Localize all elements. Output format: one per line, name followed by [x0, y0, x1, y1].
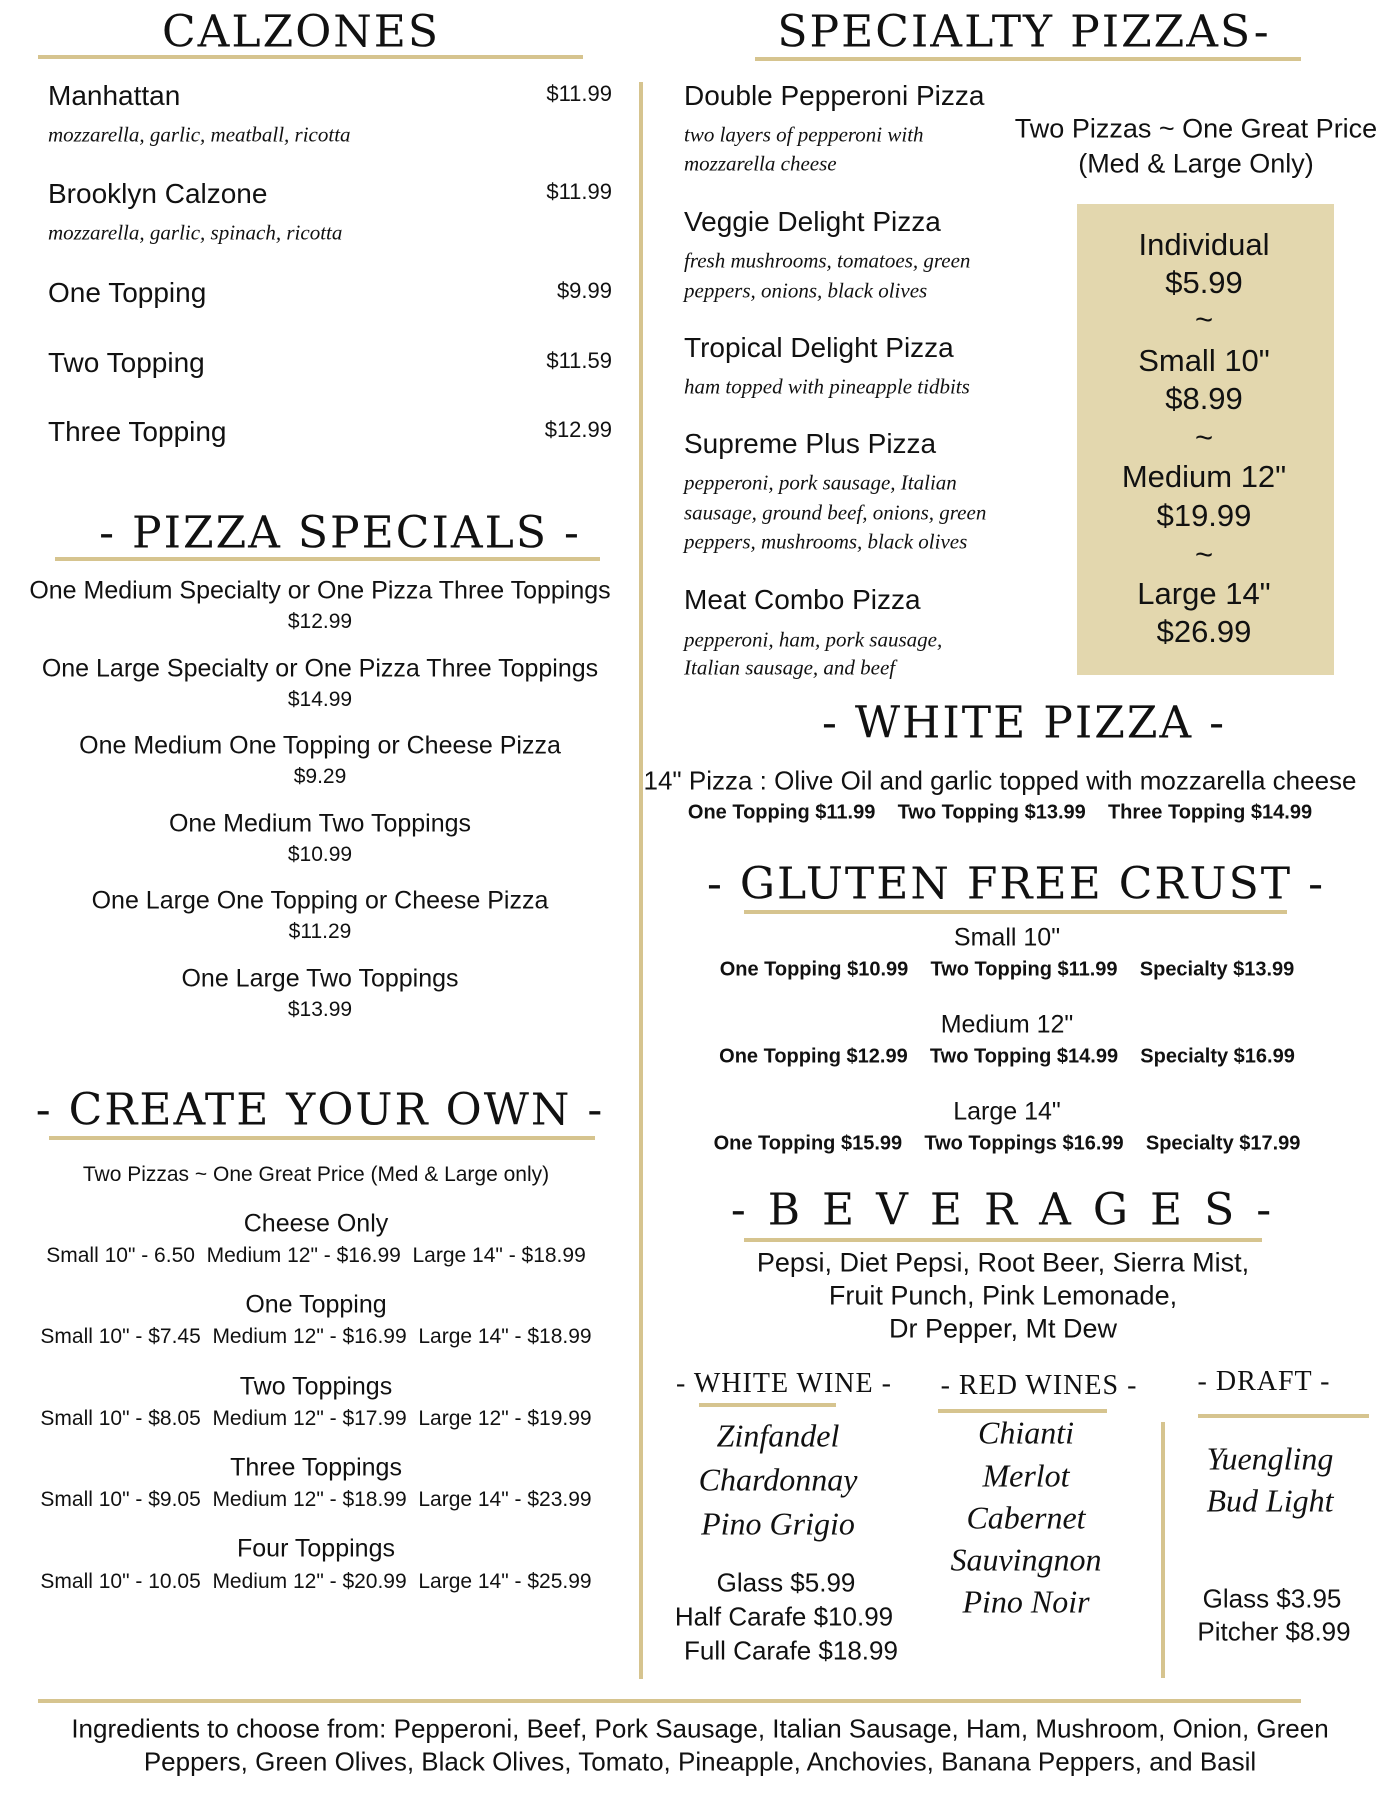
- footer-divider: [38, 1699, 1301, 1703]
- calzone-price: $11.99: [546, 179, 612, 204]
- calzone-name: Brooklyn Calzone: [48, 178, 268, 209]
- specialty-desc: Italian sausage, and beef: [684, 655, 896, 680]
- red-wine-item: Pino Noir: [962, 1583, 1090, 1620]
- white-wine-price: Full Carafe $18.99: [684, 1635, 898, 1666]
- create-subtitle: Two Pizzas ~ One Great Price (Med & Large only): [82, 1163, 550, 1186]
- draft-item: Bud Light: [1206, 1482, 1334, 1519]
- create-item-name: Three Toppings: [230, 1453, 402, 1482]
- ingredients-line: Peppers, Green Olives, Black Olives, Tomato, Pineapple, Anchovies, Banana Peppers, and Basil: [143, 1746, 1257, 1777]
- specialty-desc: pepperoni, ham, pork sausage,: [684, 627, 943, 652]
- draft-underline: [1198, 1414, 1369, 1418]
- specialty-desc: fresh mushrooms, tomatoes, green: [684, 248, 971, 273]
- calzones-title: CALZONES: [161, 6, 441, 58]
- special-price: $12.99: [287, 610, 353, 633]
- promo-line: Two Pizzas ~ One Great Price: [1014, 113, 1378, 144]
- special-name: One Large Two Toppings: [181, 964, 459, 993]
- specialty-desc: mozzarella cheese: [684, 151, 837, 176]
- beverage-line: Dr Pepper, Mt Dew: [888, 1313, 1118, 1344]
- size-price: $5.99: [1165, 265, 1243, 300]
- beverage-line: Pepsi, Diet Pepsi, Root Beer, Sierra Mist,: [756, 1247, 1250, 1278]
- special-price: $13.99: [287, 998, 353, 1021]
- specialty-name: Veggie Delight Pizza: [684, 206, 941, 237]
- special-name: One Medium Two Toppings: [168, 809, 472, 838]
- red-wine-item: Sauvingnon: [950, 1541, 1102, 1578]
- gf-prices: One Topping $10.99 Two Topping $11.99 Specialty $13.99: [719, 958, 1295, 981]
- size-separator: ~: [1194, 420, 1214, 455]
- special-price: $9.29: [293, 765, 347, 788]
- calzone-name: Three Topping: [48, 416, 227, 447]
- red-wine-item: Cabernet: [966, 1499, 1086, 1536]
- pizza-specials-title: - PIZZA SPECIALS -: [99, 507, 581, 559]
- gf-size: Small 10": [953, 923, 1061, 952]
- calzone-name: One Topping: [48, 277, 207, 308]
- gf-size: Medium 12": [940, 1010, 1074, 1039]
- create-item-prices: Small 10" - 10.05 Medium 12" - $20.99 Large 14" - $25.99: [40, 1570, 592, 1593]
- special-name: One Medium Specialty or One Pizza Three Toppings: [29, 576, 611, 605]
- gluten-free-title: - GLUTEN FREE CRUST -: [707, 858, 1325, 910]
- size-price: $19.99: [1156, 498, 1252, 533]
- size-price: $8.99: [1165, 381, 1243, 416]
- create-your-own-title: - CREATE YOUR OWN -: [35, 1084, 605, 1136]
- white-pizza-title: - WHITE PIZZA -: [821, 697, 1227, 749]
- red-wine-item: Merlot: [982, 1457, 1070, 1494]
- white-wine-item: Chardonnay: [698, 1461, 858, 1498]
- calzone-price: $12.99: [544, 417, 612, 442]
- specialty-underline: [755, 57, 1301, 61]
- create-item-name: Four Toppings: [237, 1534, 395, 1563]
- size-label: Large 14": [1137, 576, 1271, 611]
- white-wine-underline: [699, 1403, 836, 1407]
- size-separator: ~: [1194, 302, 1214, 337]
- calzone-name: Manhattan: [48, 80, 181, 111]
- special-name: One Large One Topping or Cheese Pizza: [91, 886, 549, 915]
- create-item-name: Cheese Only: [243, 1209, 389, 1238]
- calzone-desc: mozzarella, garlic, spinach, ricotta: [48, 220, 343, 245]
- calzone-price: $11.99: [546, 81, 612, 106]
- specialty-name: Meat Combo Pizza: [684, 584, 921, 615]
- calzone-desc: mozzarella, garlic, meatball, ricotta: [48, 122, 351, 147]
- calzone-name: Two Topping: [48, 347, 205, 378]
- specialty-pizzas-title: SPECIALTY PIZZAS-: [777, 6, 1271, 58]
- specialty-desc: sausage, ground beef, onions, green: [684, 500, 987, 525]
- calzone-price: $11.59: [546, 348, 612, 373]
- specialty-name: Double Pepperoni Pizza: [684, 80, 985, 111]
- special-name: One Medium One Topping or Cheese Pizza: [79, 731, 561, 760]
- size-price: $26.99: [1156, 614, 1252, 649]
- create-item-prices: Small 10" - $9.05 Medium 12" - $18.99 Large 14" - $23.99: [40, 1488, 592, 1511]
- draft-title: - DRAFT -: [1197, 1366, 1331, 1397]
- create-underline: [49, 1136, 595, 1140]
- size-label: Individual: [1138, 227, 1270, 262]
- white-wine-title: - WHITE WINE -: [676, 1368, 892, 1399]
- column-divider: [639, 82, 643, 1679]
- specialty-name: Supreme Plus Pizza: [684, 428, 937, 459]
- specialty-desc: pepperoni, pork sausage, Italian: [684, 470, 957, 495]
- create-item-prices: Small 10" - $7.45 Medium 12" - $16.99 Large 14" - $18.99: [40, 1325, 592, 1348]
- gf-prices: One Topping $15.99 Two Toppings $16.99 Specialty $17.99: [713, 1132, 1301, 1155]
- promo-line: (Med & Large Only): [1078, 148, 1314, 179]
- calzone-price: $9.99: [556, 278, 612, 303]
- draft-price: Pitcher $8.99: [1197, 1616, 1351, 1647]
- red-wines-title: - RED WINES -: [940, 1370, 1138, 1401]
- white-wine-price: Glass $5.99: [716, 1567, 856, 1598]
- special-price: $10.99: [287, 843, 353, 866]
- ingredients-line: Ingredients to choose from: Pepperoni, Beef, Pork Sausage, Italian Sausage, Ham, Mushroom, Onion, Green: [71, 1713, 1329, 1744]
- specialty-desc: two layers of pepperoni with: [684, 122, 924, 147]
- beverage-line: Fruit Punch, Pink Lemonade,: [828, 1280, 1178, 1311]
- special-price: $14.99: [287, 688, 353, 711]
- special-name: One Large Specialty or One Pizza Three Toppings: [41, 654, 599, 683]
- draft-item: Yuengling: [1206, 1440, 1334, 1477]
- specialty-desc: ham topped with pineapple tidbits: [684, 374, 970, 399]
- gf-size: Large 14": [953, 1097, 1061, 1126]
- size-separator: ~: [1194, 537, 1214, 572]
- white-wine-price: Half Carafe $10.99: [674, 1601, 894, 1632]
- beverages-title: - B E V E R A G E S -: [730, 1184, 1276, 1236]
- gluten-underline: [744, 910, 1287, 914]
- draft-price: Glass $3.95: [1202, 1583, 1342, 1614]
- special-price: $11.29: [288, 920, 352, 943]
- specialty-desc: peppers, onions, black olives: [684, 278, 928, 303]
- specialty-desc: peppers, mushrooms, black olives: [684, 529, 968, 554]
- red-wine-item: Chianti: [977, 1414, 1075, 1451]
- white-pizza-desc: 14" Pizza : Olive Oil and garlic topped with mozzarella cheese: [643, 765, 1357, 796]
- white-wine-item: Zinfandel: [716, 1417, 840, 1454]
- size-label: Small 10": [1138, 343, 1270, 378]
- red-wines-underline: [938, 1409, 1107, 1413]
- size-label: Medium 12": [1121, 459, 1287, 494]
- white-wine-item: Pino Grigio: [701, 1505, 855, 1542]
- draft-divider: [1161, 1422, 1165, 1678]
- specialty-name: Tropical Delight Pizza: [684, 332, 954, 363]
- create-item-name: Two Toppings: [239, 1372, 393, 1401]
- create-item-prices: Small 10" - 6.50 Medium 12" - $16.99 Large 14" - $18.99: [46, 1244, 586, 1267]
- beverages-underline: [744, 1238, 1262, 1242]
- create-item-prices: Small 10" - $8.05 Medium 12" - $17.99 Large 12" - $19.99: [40, 1407, 592, 1430]
- white-pizza-prices: One Topping $11.99 Two Topping $13.99 Three Topping $14.99: [687, 801, 1313, 824]
- create-item-name: One Topping: [245, 1290, 387, 1319]
- gf-prices: One Topping $12.99 Two Topping $14.99 Specialty $16.99: [719, 1045, 1295, 1068]
